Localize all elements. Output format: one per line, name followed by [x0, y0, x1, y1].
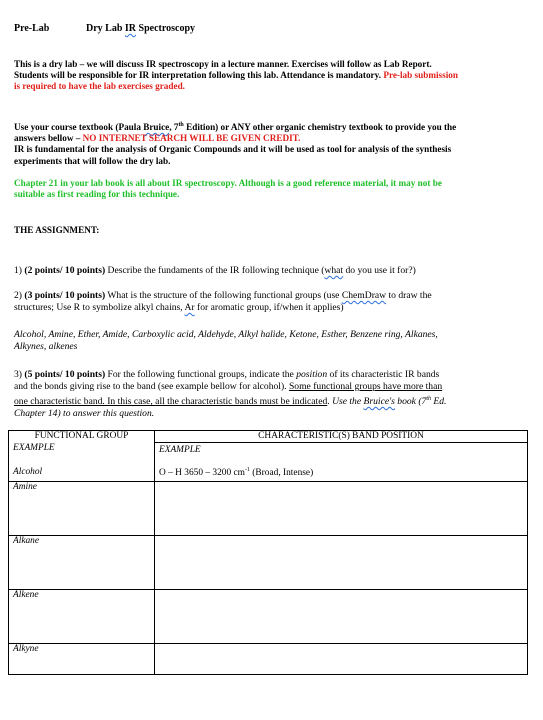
col-header-band-position: CHARACTERISTIC(S) BAND POSITION	[155, 431, 528, 443]
group-cell-alkyne: Alkyne	[9, 644, 155, 675]
intro-paragraph: This is a dry lab – we will discuss IR spectroscopy in a lecture manner. Exercises will follow as Lab Report. Students will be responsible for IR interpretation following this lab. Attendance is mandatory. Pre-lab submission is required to have the lab exercises graded.	[14, 59, 458, 92]
drylab-title: Dry Lab IR Spectroscopy	[86, 23, 196, 34]
group-cell-amine: Amine	[9, 482, 155, 536]
table-row	[9, 590, 528, 644]
table-row-example	[9, 443, 528, 482]
chapter-note: Chapter 21 in your lab book is all about IR spectroscopy. Although is a good reference material, it may not be suitable as first reading for this technique.	[14, 178, 442, 200]
band-answer-cell[interactable]	[155, 590, 528, 644]
group-cell-alkane: Alkane	[9, 536, 155, 590]
textbook-paragraph: Use your course textbook (Paula Bruice, 7th Edition) or ANY other organic chemistry textbook to provide you the answers bellow – NO INTERNET SEARCH WILL BE GIVEN CREDIT. IR is fundamental for the analysis of Organic Compounds and it will be used as tool for analysis of the synthesis experiments that will follow the dry lab.	[14, 122, 457, 166]
band-answer-cell[interactable]	[155, 536, 528, 590]
band-answer-cell[interactable]	[155, 482, 528, 536]
group-cell-alkene: Alkene	[9, 590, 155, 644]
example-group-cell: EXAMPLE Alcohol	[9, 443, 155, 482]
band-answer-cell[interactable]	[155, 644, 528, 675]
prelab-label: Pre-Lab	[14, 23, 50, 34]
question-3: 3) (5 points/ 10 points) For the following functional groups, indicate the position of its characteristic IR bands and the bonds giving rise to the band (see example bellow for alcohol). Some functional groups have more than one characteristic band. In this case, all the characteristic bands must be indicated. Use the Bruice's book (7th Ed. Chapter 14) to answer this question.	[14, 369, 447, 420]
question-2: 2) (3 points/ 10 points) What is the structure of the following functional groups (use ChemDraw to draw the structures; Use R to symbolize alkyl chains, Ar for aromatic group, if/when it applies)	[14, 290, 432, 313]
question-1: 1) (2 points/ 10 points) Describe the fundaments of the IR following technique (what do you use it for?)	[14, 265, 416, 276]
table-row	[9, 536, 528, 590]
assignment-title: THE ASSIGNMENT:	[14, 225, 100, 235]
functional-groups-list: Alcohol, Amine, Ether, Amide, Carboxylic acid, Aldehyde, Alkyl halide, Ketone, Esther, Benzene ring, Alkanes, Alkynes, alkenes	[14, 329, 438, 352]
col-header-functional-group: FUNCTIONAL GROUP	[9, 431, 155, 443]
table-row	[9, 482, 528, 536]
table-row	[9, 644, 528, 675]
example-band-cell: EXAMPLE O – H 3650 – 3200 $cm^{-1}$ (Broad, Intense)	[155, 443, 528, 482]
table-header-row	[9, 431, 528, 443]
ir-band-table	[8, 430, 528, 675]
